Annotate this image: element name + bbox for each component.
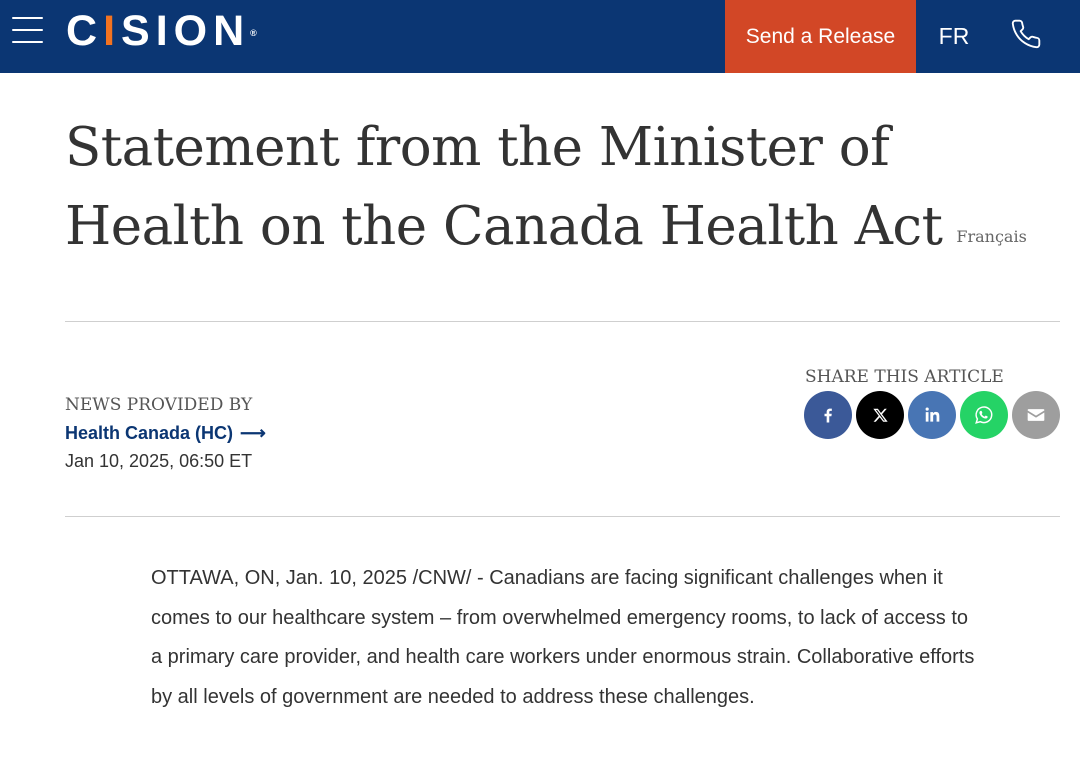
article-body-paragraph: OTTAWA, ON, Jan. 10, 2025 /CNW/ - Canadians are facing significant challenges when it comes to our healthcare system – from overwhelmed emergency rooms, to lack of access to a primary care provider, and health care workers under enormous strain. Collaborative efforts by all levels of government are needed to address these challenges.: [151, 567, 975, 708]
x-icon: [872, 407, 889, 424]
cision-logo[interactable]: [66, 8, 257, 54]
menu-icon-line: [12, 29, 43, 31]
publish-date: Jan 10, 2025, 06:50 ET: [65, 451, 253, 471]
send-a-release-button[interactable]: Send a Release: [725, 0, 916, 73]
registered-mark: ®: [250, 28, 257, 38]
logo-text-part2: SION: [121, 7, 251, 55]
menu-icon[interactable]: [12, 17, 43, 43]
francais-link[interactable]: Français: [956, 227, 1027, 246]
logo-text-part1: C: [66, 7, 104, 55]
article-title-text: Statement from the Minister of Health on the Canada Health Act: [65, 117, 943, 257]
menu-icon-line: [12, 41, 43, 43]
share-whatsapp-button[interactable]: [960, 391, 1008, 439]
arrow-right-icon: ⟶: [240, 423, 266, 443]
share-linkedin-button[interactable]: [908, 391, 956, 439]
share-email-button[interactable]: [1012, 391, 1060, 439]
email-icon: [1026, 405, 1046, 425]
phone-button[interactable]: [1002, 12, 1050, 56]
language-toggle-button[interactable]: FR: [938, 23, 970, 49]
article-title: [65, 108, 1065, 270]
provider-link[interactable]: [65, 423, 266, 444]
news-provided-by-label: NEWS PROVIDED BY: [65, 395, 253, 415]
share-buttons: [804, 391, 1060, 439]
top-nav-bar: [0, 0, 1080, 73]
share-facebook-button[interactable]: [804, 391, 852, 439]
divider: [65, 516, 1060, 517]
whatsapp-icon: [973, 404, 995, 426]
logo-text-accent: I: [103, 7, 122, 55]
share-label: SHARE THIS ARTICLE: [805, 367, 1004, 387]
linkedin-icon: [922, 405, 942, 425]
phone-icon: [1010, 18, 1042, 50]
divider: [65, 321, 1060, 322]
provider-name: Health Canada (HC): [65, 423, 234, 443]
share-x-button[interactable]: [856, 391, 904, 439]
facebook-icon: [818, 405, 838, 425]
menu-icon-line: [12, 17, 43, 19]
